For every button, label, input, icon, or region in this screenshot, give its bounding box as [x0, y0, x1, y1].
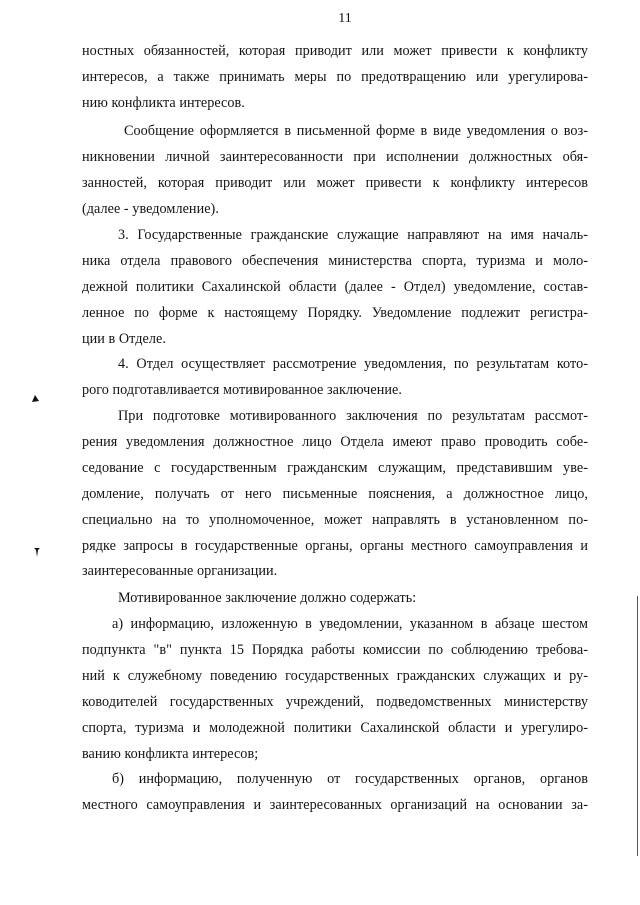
text-line: рения уведомления должностное лицо Отдела имеют право проводить собе-	[82, 433, 588, 450]
text-line: ции в Отделе.	[82, 330, 166, 347]
text-line: б) информацию, полученную от государственных органов, органов	[112, 771, 588, 787]
text-line: 3. Государственные гражданские служащие направляют на имя началь-	[118, 227, 588, 243]
text-line: подпункта "в" пункта 15 Порядка работы комиссии по соблюдению требова-	[82, 641, 588, 658]
text-line: седование с государственным гражданским служащим, представившим уве-	[82, 459, 588, 476]
text-line: домление, получать от него письменные пояснения, а должностное лицо,	[82, 485, 588, 502]
text-line: ностных обязанностей, которая приводит или может привести к конфликту	[82, 43, 588, 59]
paragraph-item-4	[82, 352, 588, 404]
text-line: специально на то уполномоченное, может направлять в установленном по-	[82, 511, 588, 528]
page-number: 11	[338, 11, 352, 26]
paragraph-conclusion-contents	[82, 586, 588, 612]
text-line: ленное по форме к настоящему Порядку. Уведомление подлежит регистра-	[82, 304, 588, 321]
text-line: дежной политики Сахалинской области (далее - Отдел) уведомление, состав-	[82, 278, 588, 295]
text-line: Сообщение оформляется в письменной форме в виде уведомления о воз-	[124, 123, 588, 139]
scan-artifact-mark	[31, 394, 38, 403]
text-line: занностей, которая приводит или может привести к конфликту интересов	[82, 174, 588, 191]
text-line: никновении личной заинтересованности при исполнении должностных обя-	[82, 148, 588, 165]
paragraph-preparation	[82, 404, 588, 585]
text-line: заинтересованные организации.	[82, 563, 278, 580]
text-line: интересов, а также принимать меры по предотвращению или урегулирова-	[82, 68, 588, 85]
paragraph-continuation	[82, 39, 588, 117]
scan-artifact-mark	[34, 547, 41, 556]
text-line: а) информацию, изложенную в уведомлении, указанном в абзаце шестом	[112, 616, 588, 632]
text-line: При подготовке мотивированного заключения по результатам рассмот-	[118, 408, 588, 424]
text-line: ника отдела правового обеспечения министерства спорта, туризма и моло-	[82, 252, 588, 269]
text-line: рого подготавливается мотивированное заключение.	[82, 381, 402, 398]
paragraph-item-b	[82, 767, 588, 819]
text-line: местного самоуправления и заинтересованных организаций на основании за-	[82, 796, 588, 813]
text-line: нию конфликта интересов.	[82, 94, 245, 111]
text-line: ководителей государственных учреждений, подведомственных министерству	[82, 693, 588, 710]
text-line: (далее - уведомление).	[82, 200, 219, 217]
text-line: 4. Отдел осуществляет рассмотрение уведомления, по результатам кото-	[118, 356, 588, 372]
text-line: ний к служебному поведению государственных гражданских служащих и ру-	[82, 667, 588, 684]
paragraph-item-a	[82, 612, 588, 767]
text-line: рядке запросы в государственные органы, органы местного самоуправления и	[82, 537, 588, 554]
scan-edge-line	[637, 596, 638, 856]
paragraph-item-3	[82, 223, 588, 353]
paragraph-notice-form	[82, 119, 588, 223]
text-line: спорта, туризма и молодежной политики Сахалинской области и урегулиро-	[82, 719, 588, 736]
text-line: ванию конфликта интересов;	[82, 745, 259, 762]
text-line: Мотивированное заключение должно содержать:	[118, 590, 417, 606]
